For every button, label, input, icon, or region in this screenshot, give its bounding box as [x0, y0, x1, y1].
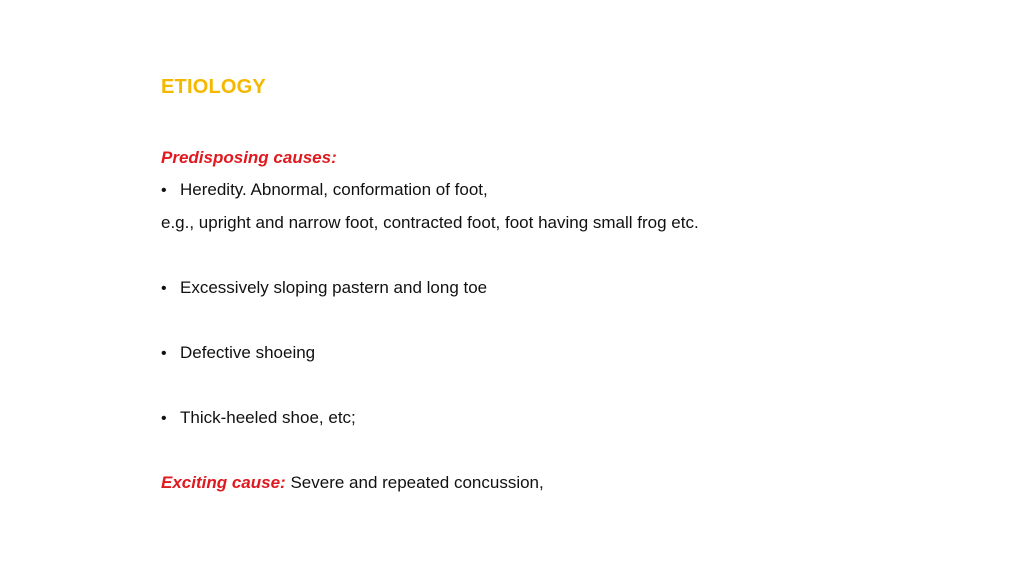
exciting-cause-label: Exciting cause: — [161, 473, 286, 492]
bullet-icon: • — [161, 280, 167, 297]
predisposing-heading: Predisposing causes: — [161, 148, 337, 167]
bullet-item — [161, 343, 315, 363]
bullet-icon: • — [161, 345, 167, 362]
continuation-text: e.g., upright and narrow foot, contracted foot, foot having small frog etc. — [161, 213, 699, 232]
bullet-text: Thick-heeled shoe, etc; — [180, 408, 356, 427]
slide-title: ETIOLOGY — [161, 76, 266, 98]
bullet-item — [161, 278, 487, 298]
bullet-item — [161, 408, 356, 428]
bullet-icon: • — [161, 182, 167, 199]
exciting-cause-line — [161, 473, 544, 493]
exciting-cause-text: Severe and repeated concussion, — [285, 473, 544, 492]
bullet-text: Defective shoeing — [180, 343, 316, 362]
bullet-text: Heredity. Abnormal, conformation of foot, — [180, 180, 488, 199]
bullet-text: Excessively sloping pastern and long toe — [180, 278, 488, 297]
bullet-item — [161, 180, 488, 200]
bullet-icon: • — [161, 410, 167, 427]
